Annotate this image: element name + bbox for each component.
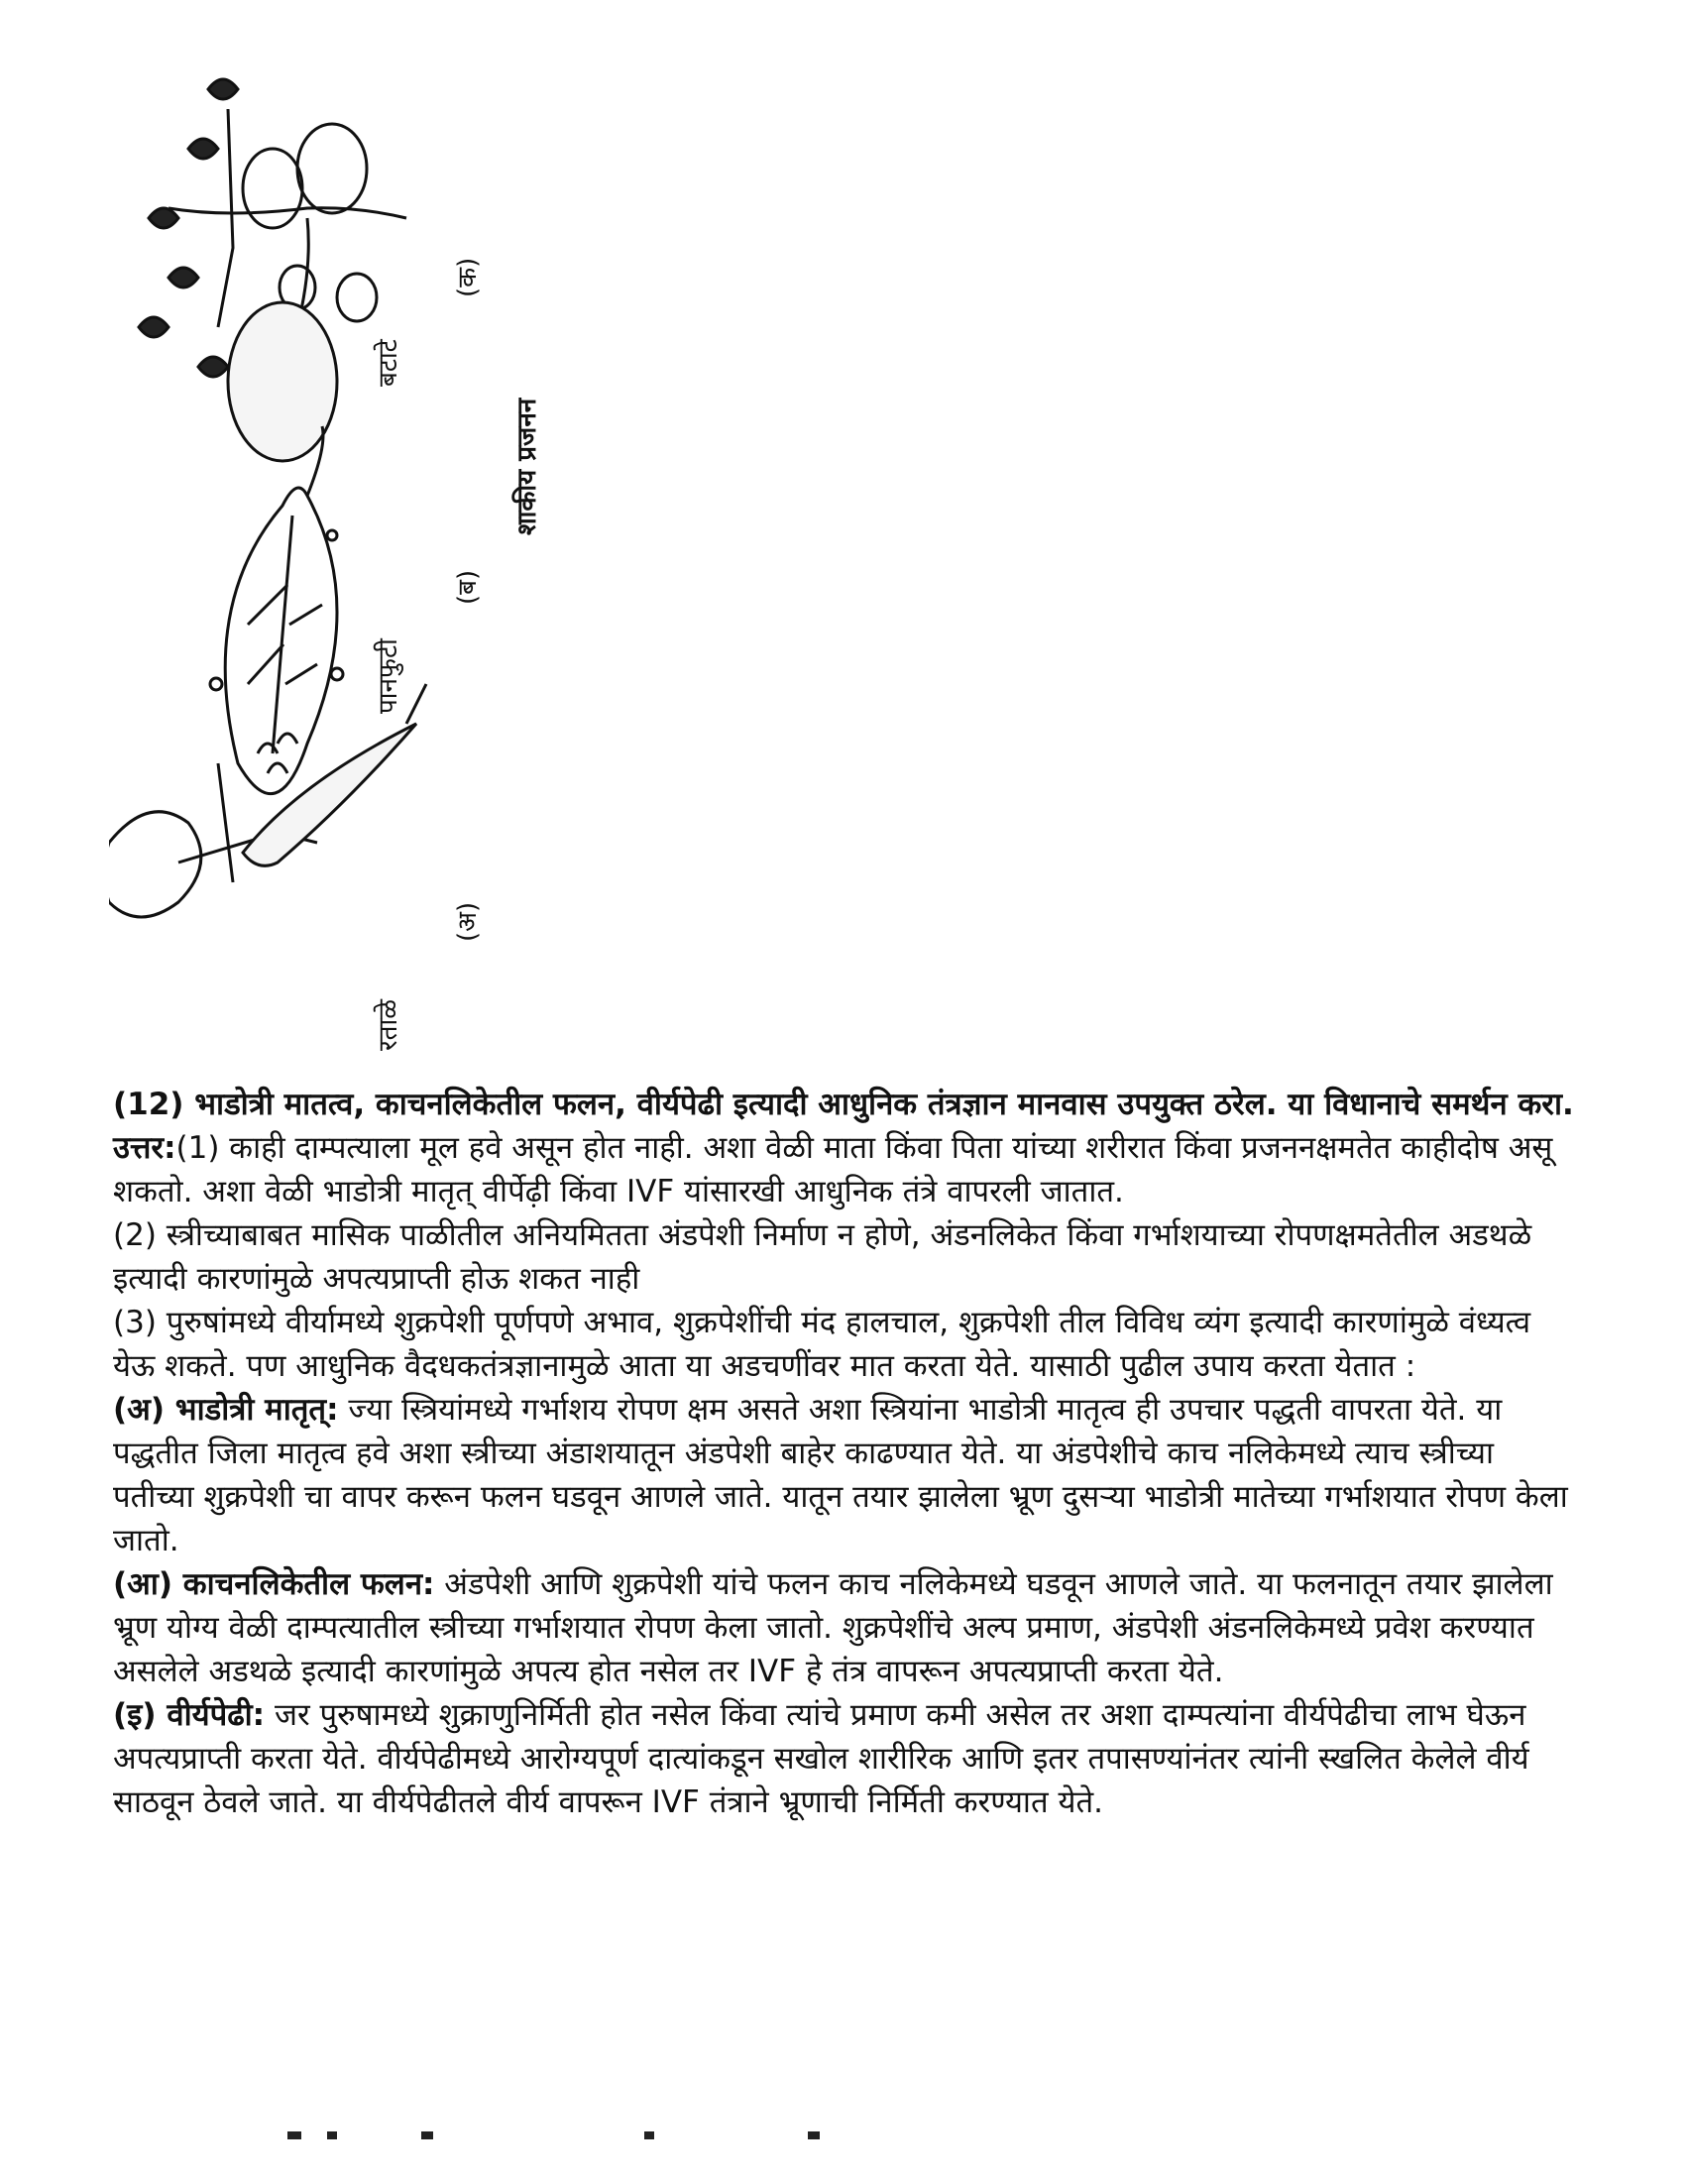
figure-drawing	[109, 69, 565, 1051]
answer-point-1	[113, 1126, 1580, 1213]
cut-off-text-fragment	[287, 2131, 301, 2139]
answer-label: उत्तर:	[113, 1130, 176, 1166]
figure-caption: शाकीय प्रजनन	[512, 398, 542, 535]
ivf-text: अंडपेशी आणि शुक्रपेशी यांचे फलन काच नलिकेमध्ये घडवून आणले जाते. या फलनातून तयार झालेला भ्रूण योग्य वेळी दाम्पत्यातील स्त्रीच्या गर्भाशयात रोपण केला जातो. शुक्रपेशींचे अल्प प्रमाण, अंडपेशी अंडनलिकेमध्ये प्रवेश करण्यात असलेले अडथळे इत्यादी कारणांमुळे अपत्य होत नसेल तर IVF हे तंत्र वापरून अपत्यप्राप्ती करता येते.	[113, 1566, 1553, 1689]
potato-tag: (क)	[453, 257, 483, 297]
answer-point-3: (3) पुरुषांमध्ये वीर्यामध्ये शुक्रपेशी पूर्णपणे अभाव, शुक्रपेशींची मंद हालचाल, शुक्रपेशी तील विविध व्यंग इत्यादी कारणांमुळे वंध्यत्व येऊ शकते. पण आधुनिक वैदधकतंत्रज्ञानामुळे आता या अडचणींवर मात करता येते. यासाठी पुढील उपाय करता येतात :	[113, 1305, 1531, 1384]
potato-label: बटाटे	[374, 339, 403, 387]
surrogacy-text: ज्या स्त्रियांमध्ये गर्भाशय रोपण क्षम असते अशा स्त्रियांना भाडोत्री मातृत्व ही उपचार पद्धती वापरता येते. या पद्धतीत जिला मातृत्व हवे अशा स्त्रीच्या अंडाशयातून अंडपेशी बाहेर काढण्यात येते. या अंडपेशीचे काच नलिकेमध्ये त्याच स्त्रीच्या पतीच्या शुक्रपेशी चा वापर करून फलन घडवून आणले जाते. यातून तयार झालेला भ्रूण दुसऱ्या भाडोत्री मातेच्या गर्भाशयात रोपण केला जातो.	[113, 1392, 1568, 1558]
cut-off-text-fragment	[808, 2131, 820, 2139]
question-text: (12) भाडोत्री मातत्व, काचनलिकेतील फलन, वीर्यपेढी इत्यादी आधुनिक तंत्रज्ञान मानवास उपयुक्त ठरेल. या विधानाचे समर्थन करा.	[113, 1087, 1574, 1122]
cut-off-text-fragment	[327, 2131, 337, 2139]
bryophyllum-tag: (ब)	[453, 569, 483, 605]
ivf-paragraph	[113, 1562, 1580, 1693]
surrogacy-paragraph	[113, 1388, 1580, 1562]
bryophyllum-label: पानफुटी	[374, 638, 403, 714]
sperm-bank-heading: (इ) वीर्यपेढी:	[113, 1697, 266, 1733]
question-answer-section	[113, 1083, 1580, 1824]
surrogacy-heading: (अ) भाडोत्री मातृत्:	[113, 1392, 339, 1428]
vegetative-propagation-figure	[109, 69, 565, 1051]
answer-point-2: (2) स्त्रीच्याबाबत मासिक पाळीतील अनियमितता अंडपेशी निर्माण न होणे, अंडनलिकेत किंवा गर्भाशयाच्या रोपणक्षमतेतील अडथळे इत्यादी कारणांमुळे अपत्यप्राप्ती होऊ शकत नाही	[113, 1217, 1532, 1297]
cut-off-text-fragment	[644, 2131, 654, 2139]
ivf-heading: (आ) काचनलिकेतील फलन:	[113, 1566, 435, 1602]
answer-point-1-text: (1) काही दाम्पत्याला मूल हवे असून होत नाही. अशा वेळी माता किंवा पिता यांच्या शरीरात किंवा प्रजननक्षमतेत काहीदोष असू शकतो. अशा वेळी भाडोत्री मातृत् वीर्पेढ़ी किंवा IVF यांसारखी आधुनिक तंत्रे वापरली जातात.	[113, 1130, 1553, 1209]
sweet-potato-drawing	[109, 684, 426, 917]
sperm-bank-paragraph	[113, 1693, 1580, 1824]
potato-drawing	[139, 79, 406, 461]
sweet-potato-tag: (अ)	[453, 901, 483, 942]
cut-off-text-fragment	[421, 2131, 433, 2139]
sweet-potato-label: रताळे	[374, 999, 403, 1051]
sperm-bank-text: जर पुरुषामध्ये शुक्राणुनिर्मिती होत नसेल किंवा त्यांचे प्रमाण कमी असेल तर अशा दाम्पत्यांना वीर्यपेढीचा लाभ घेऊन अपत्यप्राप्ती करता येते. वीर्यपेढीमध्ये आरोग्यपूर्ण दात्यांकडून सखोल शारीरिक आणि इतर तपासण्यांनंतर त्यांनी स्खलित केलेले वीर्य साठवून ठेवले जाते. या वीर्यपेढीतले वीर्य वापरून IVF तंत्राने भ्रूणाची निर्मिती करण्यात येते.	[113, 1697, 1529, 1820]
bryophyllum-drawing	[210, 426, 343, 794]
